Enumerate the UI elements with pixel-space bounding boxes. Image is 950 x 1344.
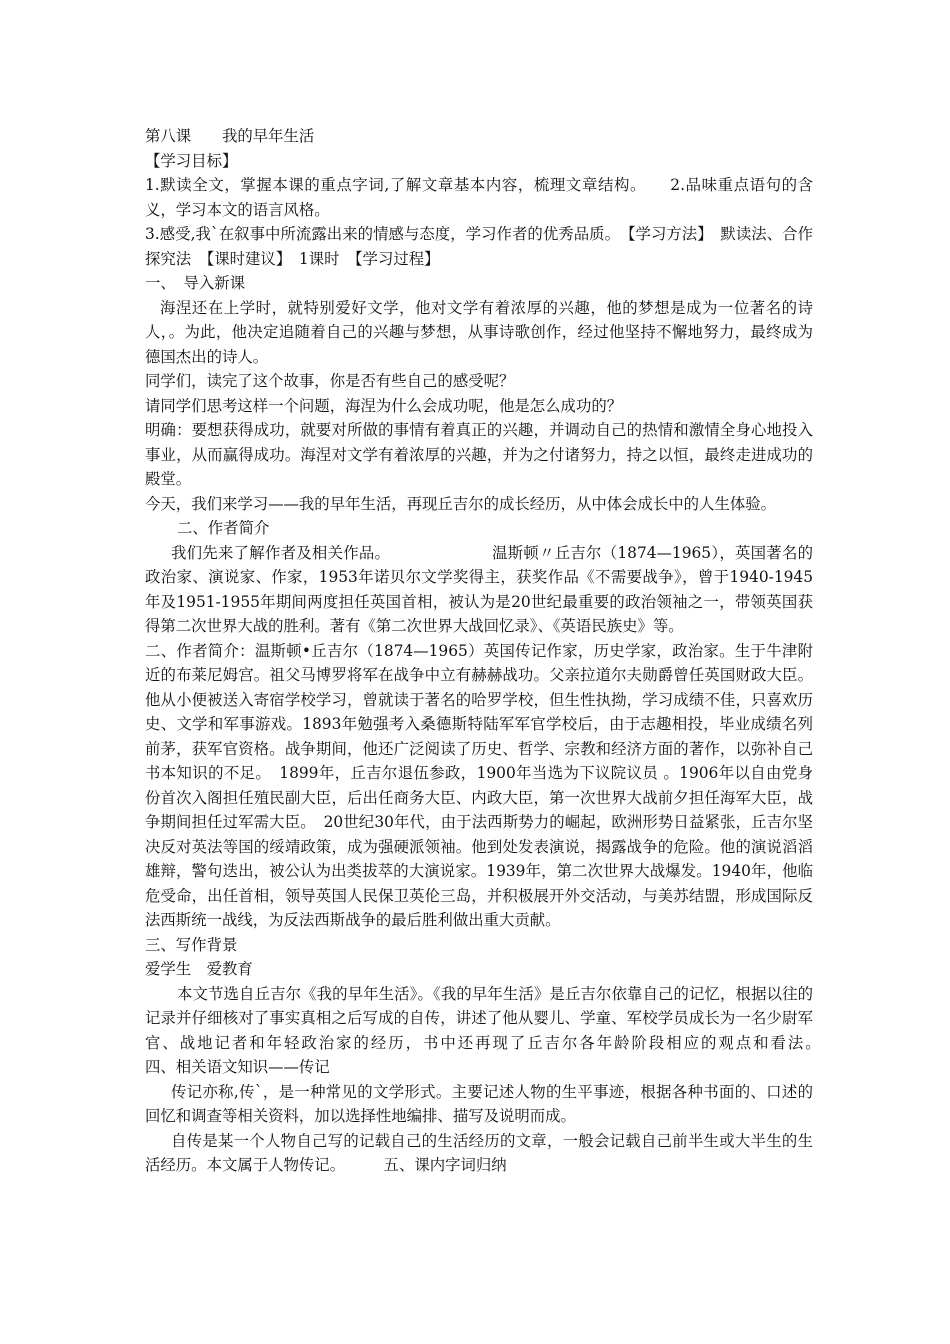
document-page [145,124,860,1178]
goal-paragraph-1: 1.默读全文，掌握本课的重点字词,了解文章基本内容，梳理文章结构。 2.品味重点语句的含义，学习本文的语言风格。 [145,176,813,219]
section-label-goals: 【学习目标】 [145,151,238,170]
motto-line: 爱学生 爱教育 [145,960,253,978]
autobiography-paragraph: 自传是某一个人物自己写的记载自己的生活经历的文章，一般会记载自己前半生或大半生的生活经历。本文属于人物传记。 五、课内字词归纳 [145,1131,813,1174]
question-paragraph-1: 同学们，读完了这个故事，你是否有些自己的感受呢？ [145,372,515,390]
today-paragraph: 今天，我们来学习——我的早年生活，再现丘吉尔的成长经历，从中体会成长中的人生体验。 [145,494,777,513]
section-heading-background: 三、写作背景 [145,935,238,954]
lesson-title: 第八课 我的早年生活 [145,127,315,145]
section-heading-author: 二、作者简介 [177,519,270,537]
author-bio-paragraph: 二、作者简介：温斯顿•丘吉尔（1874—1965）英国传记作家，历史学家，政治家。生于牛津附近的布莱尼姆宫。祖父马博罗将军在战争中立有赫赫战功。父亲拉道尔夫勋爵曾任英国财政大臣。他从小便被送入寄宿学校学习，曾就读于著名的哈罗学校，但生性执拗，学习成绩不佳，只喜欢历史、文学和军事游戏。1893年勉强考入桑德斯特陆军军官学校后，由于志趣相投，毕业成绩名列前茅，获军官资格。战争期间，他还广泛阅读了历史、哲学、宗教和经济方面的著作，以弥补自己书本知识的不足。 1899年，丘吉尔退伍参政，1900年当选为下议院议员 。1906年以自由党身份首次入阁担任殖民副大臣，后出任商务大臣、内政大臣，第一次世界大战前夕担任海军大臣，战争期间担任过军需大臣。 20世纪30年代，由于法西斯势力的崛起，欧洲形势日益紧张，丘吉尔坚决反对英法等国的绥靖政策，成为强硬派领袖。他到处发表演说，揭露战争的危险。他的演说滔滔雄辩，警句迭出，被公认为出类拔萃的大演说家。1939年，第二次世界大战爆发。1940年，他临危受命，出任首相，领导英国人民保卫英伦三岛，并积极展开外交活动，与美苏结盟，形成国际反法西斯统一战线，为反法西斯战争的最后胜利做出重大贡献。 [145,641,813,929]
goal-paragraph-2: 3.感受,我`在叙事中所流露出来的情感与态度，学习作者的优秀品质。 【学习方法】 默读法、合作探究法 【课时建议】 1课时 【学习过程】 [145,225,813,268]
background-paragraph: 本文节选自丘吉尔《我的早年生活》。《我的早年生活》是丘吉尔依靠自己的记忆，根据以往的记录并仔细核对了事实真相之后写成的自传，讲述了他从婴儿、学童、军校学员成长为一名少尉军官、战地记者和年轻政治家的经历，书中还再现了丘吉尔各年龄阶段相应的观点和看法。 四、相关语文知识——传记 [145,984,860,1076]
heine-story-paragraph: 海涅还在上学时，就特别爱好文学，他对文学有着浓厚的兴趣，他的梦想是成为一位著名的诗人，。为此，他决定追随着自己的兴趣与梦想，从事诗歌创作，经过他坚持不懈地努力，最终成为德国杰出的诗人。 [145,298,813,366]
question-paragraph-2: 请同学们思考这样一个问题，海涅为什么会成功呢，他是怎么成功的？ [145,396,623,415]
biography-definition-paragraph: 传记亦称,传`，是一种常见的文学形式。主要记述人物的生平事迹，根据各种书面的、口述的回忆和调查等相关资料，加以选择性地编排、描写及说明而成。 [145,1082,813,1125]
author-intro-paragraph: 我们先来了解作者及相关作品。 温斯顿〃丘吉尔（1874—1965），英国著名的政治家、演说家、作家，1953年诺贝尔文学奖得主，获奖作品《不需要战争》，曾于1940-1945年及1951-1955年期间两度担任英国首相，被认为是20世纪最重要的政治领袖之一，带领英国获得第二次世界大战的胜利。著有《第二次世界大战回忆录》、《英语民族史》等。 [145,543,813,635]
answer-paragraph: 明确：要想获得成功，就要对所做的事情有着真正的兴趣，并调动自己的热情和激情全身心地投入事业，从而赢得成功。海涅对文学有着浓厚的兴趣，并为之付诸努力，持之以恒，最终走进成功的殿堂。 [145,421,813,488]
section-heading-intro: 一、 导入新课 [145,274,246,292]
